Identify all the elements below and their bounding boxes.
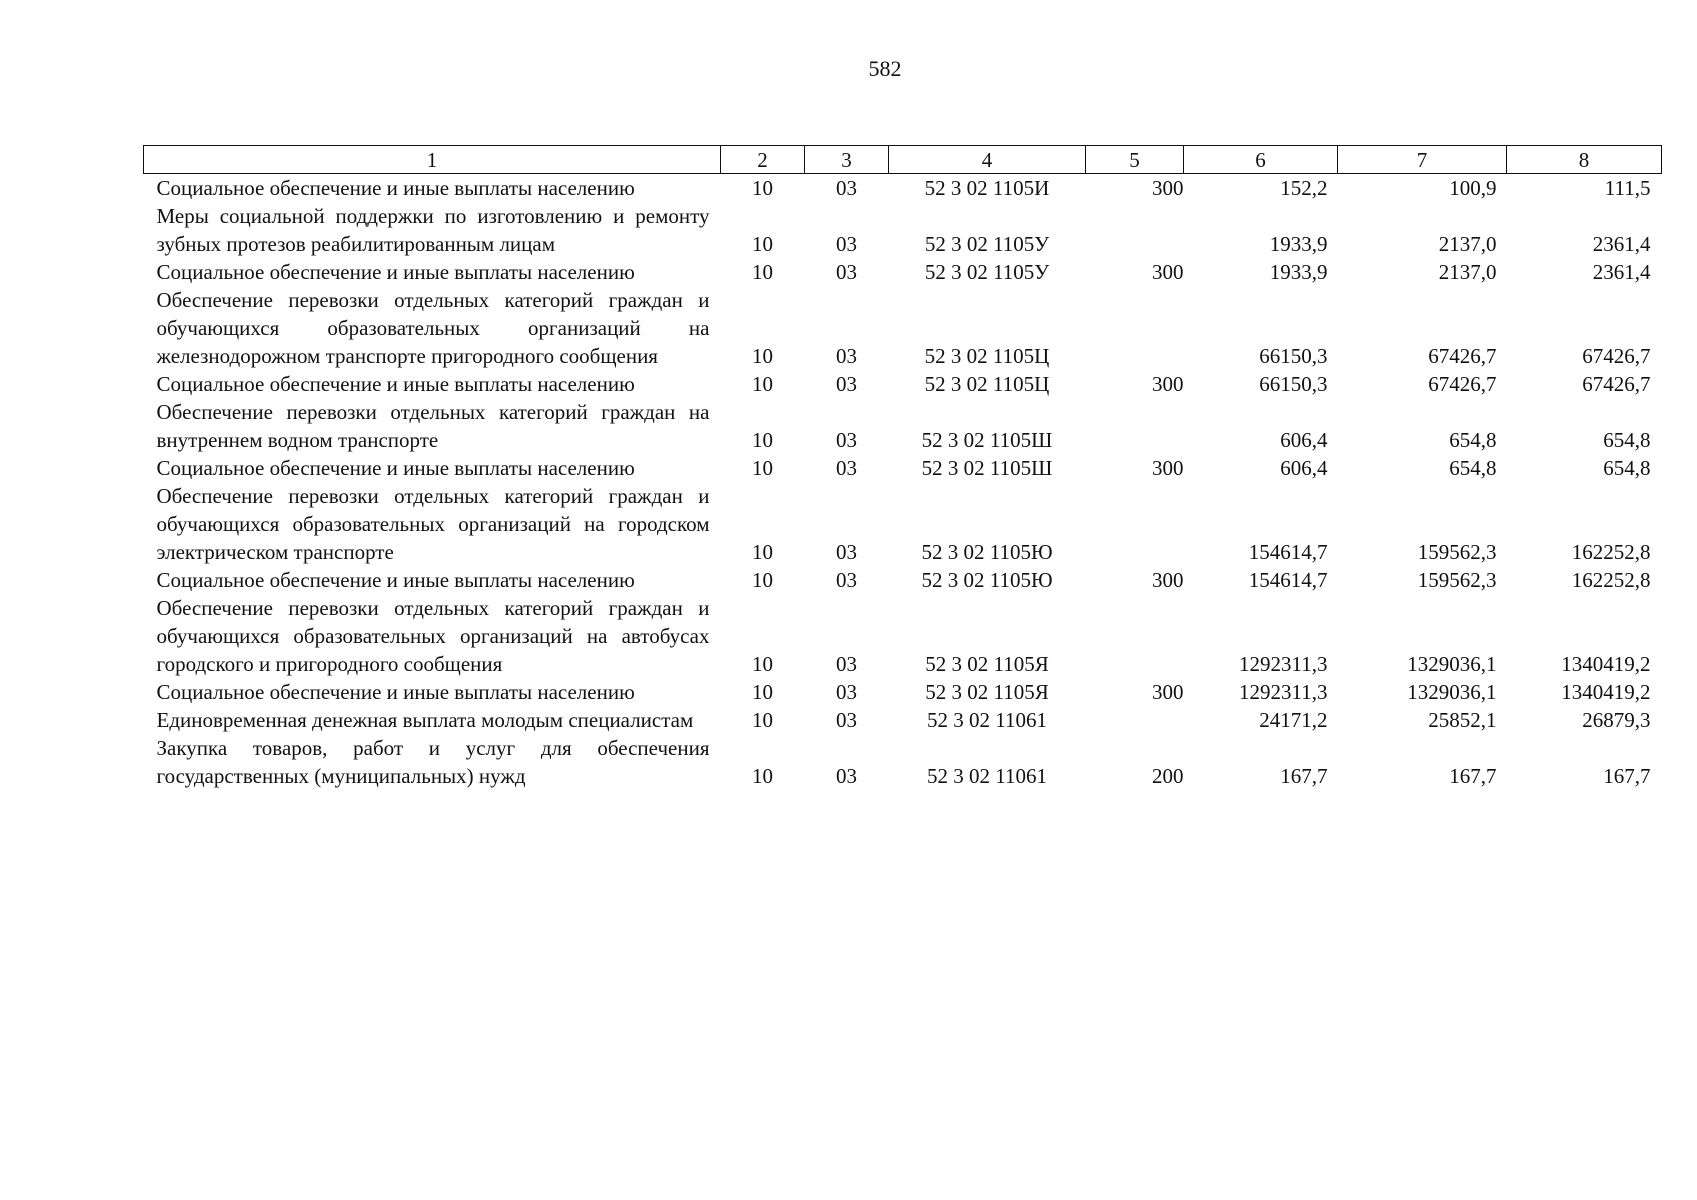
- target-article-code: 52 3 02 11061: [927, 764, 1047, 788]
- subsection-code: 03: [836, 708, 857, 732]
- row-description: Обеспечение перевозки отдельных категорий граждан и обучающихся образовательных организаций на автобусах городского и пригородного сообщения: [156, 596, 710, 676]
- subsection-code: 03: [836, 232, 857, 256]
- amount-year-1: 1292311,3: [1239, 652, 1328, 676]
- amount-year-3: 1340419,2: [1561, 680, 1651, 704]
- row-description: Социальное обеспечение и иные выплаты населению: [156, 568, 635, 592]
- table-row: [144, 454, 1662, 482]
- amount-year-2: 159562,3: [1417, 540, 1497, 564]
- table-header: [144, 146, 1662, 174]
- column-header-6: 6: [1184, 146, 1338, 174]
- row-description: Социальное обеспечение и иные выплаты населению: [156, 176, 635, 200]
- expense-type-code: 300: [1152, 568, 1184, 592]
- amount-year-2: 159562,3: [1417, 568, 1497, 592]
- section-code: 10: [752, 540, 773, 564]
- target-article-code: 52 3 02 1105Я: [925, 680, 1049, 704]
- row-description: Обеспечение перевозки отдельных категорий граждан на внутреннем водном транспорте: [156, 400, 710, 452]
- subsection-code: 03: [836, 540, 857, 564]
- amount-year-3: 167,7: [1603, 764, 1651, 788]
- amount-year-2: 167,7: [1449, 764, 1497, 788]
- amount-year-2: 67426,7: [1428, 344, 1497, 368]
- row-description: Меры социальной поддержки по изготовлению и ремонту зубных протезов реабилитированным лицам: [156, 204, 710, 256]
- expense-type-code: 300: [1152, 680, 1184, 704]
- expense-type-code: 300: [1152, 176, 1184, 200]
- subsection-code: 03: [836, 372, 857, 396]
- table-row: [144, 286, 1662, 370]
- column-header-8: 8: [1507, 146, 1662, 174]
- row-description: Социальное обеспечение и иные выплаты населению: [156, 372, 635, 396]
- amount-year-1: 1292311,3: [1239, 680, 1328, 704]
- table-row: [144, 706, 1662, 734]
- target-article-code: 52 3 02 1105У: [924, 232, 1050, 256]
- budget-table: [143, 145, 1662, 790]
- amount-year-2: 2137,0: [1438, 232, 1497, 256]
- target-article-code: 52 3 02 1105Ц: [924, 372, 1050, 396]
- amount-year-1: 167,7: [1280, 764, 1328, 788]
- expense-type-code: [1086, 398, 1184, 454]
- table-row: [144, 202, 1662, 258]
- section-code: 10: [752, 260, 773, 284]
- amount-year-3: 2361,4: [1592, 260, 1651, 284]
- target-article-code: 52 3 02 1105И: [924, 176, 1050, 200]
- header-row: [144, 146, 1662, 174]
- section-code: 10: [752, 456, 773, 480]
- amount-year-2: 25852,1: [1428, 708, 1497, 732]
- amount-year-2: 2137,0: [1438, 260, 1497, 284]
- amount-year-3: 1340419,2: [1561, 652, 1651, 676]
- target-article-code: 52 3 02 1105У: [924, 260, 1050, 284]
- row-description: Социальное обеспечение и иные выплаты населению: [156, 680, 635, 704]
- subsection-code: 03: [836, 260, 857, 284]
- subsection-code: 03: [836, 652, 857, 676]
- row-description: Единовременная денежная выплата молодым специалистам: [156, 708, 694, 732]
- table-row: [144, 174, 1662, 203]
- amount-year-2: 100,9: [1449, 176, 1497, 200]
- amount-year-1: 66150,3: [1259, 344, 1328, 368]
- table-row: [144, 482, 1662, 566]
- subsection-code: 03: [836, 456, 857, 480]
- amount-year-2: 1329036,1: [1407, 652, 1497, 676]
- amount-year-1: 1933,9: [1269, 260, 1328, 284]
- section-code: 10: [752, 652, 773, 676]
- section-code: 10: [752, 708, 773, 732]
- column-header-1: 1: [144, 146, 721, 174]
- expense-type-code: 300: [1152, 260, 1184, 284]
- column-header-7: 7: [1338, 146, 1507, 174]
- amount-year-3: 67426,7: [1582, 344, 1651, 368]
- section-code: 10: [752, 372, 773, 396]
- row-description: Закупка товаров, работ и услуг для обеспечения государственных (муниципальных) нужд: [156, 736, 710, 788]
- subsection-code: 03: [836, 568, 857, 592]
- amount-year-1: 154614,7: [1248, 540, 1328, 564]
- row-description: Обеспечение перевозки отдельных категорий граждан и обучающихся образовательных организаций на железнодорожном транспорте пригородного сообщения: [156, 288, 710, 368]
- amount-year-3: 26879,3: [1582, 708, 1651, 732]
- column-header-4: 4: [889, 146, 1086, 174]
- table-row: [144, 594, 1662, 678]
- amount-year-2: 654,8: [1449, 428, 1497, 452]
- amount-year-1: 1933,9: [1269, 232, 1328, 256]
- column-header-3: 3: [805, 146, 889, 174]
- section-code: 10: [752, 176, 773, 200]
- row-description: Социальное обеспечение и иные выплаты населению: [156, 456, 635, 480]
- amount-year-3: 67426,7: [1582, 372, 1651, 396]
- section-code: 10: [752, 232, 773, 256]
- subsection-code: 03: [836, 428, 857, 452]
- table-row: [144, 370, 1662, 398]
- section-code: 10: [752, 568, 773, 592]
- amount-year-3: 162252,8: [1571, 568, 1651, 592]
- page-number: 582: [868, 56, 902, 81]
- column-header-2: 2: [721, 146, 805, 174]
- section-code: 10: [752, 680, 773, 704]
- amount-year-1: 152,2: [1280, 176, 1328, 200]
- expense-type-code: [1086, 594, 1184, 678]
- amount-year-1: 606,4: [1280, 428, 1328, 452]
- table-row: [144, 734, 1662, 790]
- expense-type-code: 200: [1152, 764, 1184, 788]
- target-article-code: 52 3 02 1105Ю: [921, 568, 1053, 592]
- section-code: 10: [752, 428, 773, 452]
- table-row: [144, 566, 1662, 594]
- table-row: [144, 258, 1662, 286]
- target-article-code: 52 3 02 1105Ш: [921, 428, 1053, 452]
- expense-type-code: [1086, 482, 1184, 566]
- amount-year-3: 654,8: [1603, 428, 1651, 452]
- subsection-code: 03: [836, 764, 857, 788]
- table-body: [144, 174, 1662, 791]
- target-article-code: 52 3 02 1105Я: [925, 652, 1049, 676]
- amount-year-3: 654,8: [1603, 456, 1651, 480]
- expense-type-code: 300: [1152, 372, 1184, 396]
- subsection-code: 03: [836, 176, 857, 200]
- target-article-code: 52 3 02 1105Ю: [921, 540, 1053, 564]
- amount-year-2: 1329036,1: [1407, 680, 1497, 704]
- section-code: 10: [752, 344, 773, 368]
- column-header-5: 5: [1086, 146, 1184, 174]
- target-article-code: 52 3 02 1105Ц: [924, 344, 1050, 368]
- amount-year-1: 606,4: [1280, 456, 1328, 480]
- table-row: [144, 678, 1662, 706]
- expense-type-code: [1086, 706, 1184, 734]
- target-article-code: 52 3 02 1105Ш: [921, 456, 1053, 480]
- row-description: Обеспечение перевозки отдельных категорий граждан и обучающихся образовательных организаций на городском электрическом транспорте: [156, 484, 710, 564]
- amount-year-1: 66150,3: [1259, 372, 1328, 396]
- amount-year-2: 67426,7: [1428, 372, 1497, 396]
- expense-type-code: [1086, 286, 1184, 370]
- amount-year-3: 111,5: [1604, 176, 1651, 200]
- amount-year-3: 2361,4: [1592, 232, 1651, 256]
- subsection-code: 03: [836, 680, 857, 704]
- expense-type-code: 300: [1152, 456, 1184, 480]
- subsection-code: 03: [836, 344, 857, 368]
- amount-year-1: 154614,7: [1248, 568, 1328, 592]
- amount-year-2: 654,8: [1449, 456, 1497, 480]
- table-row: [144, 398, 1662, 454]
- expense-type-code: [1086, 202, 1184, 258]
- amount-year-3: 162252,8: [1571, 540, 1651, 564]
- section-code: 10: [752, 764, 773, 788]
- target-article-code: 52 3 02 11061: [927, 708, 1047, 732]
- row-description: Социальное обеспечение и иные выплаты населению: [156, 260, 635, 284]
- amount-year-1: 24171,2: [1259, 708, 1328, 732]
